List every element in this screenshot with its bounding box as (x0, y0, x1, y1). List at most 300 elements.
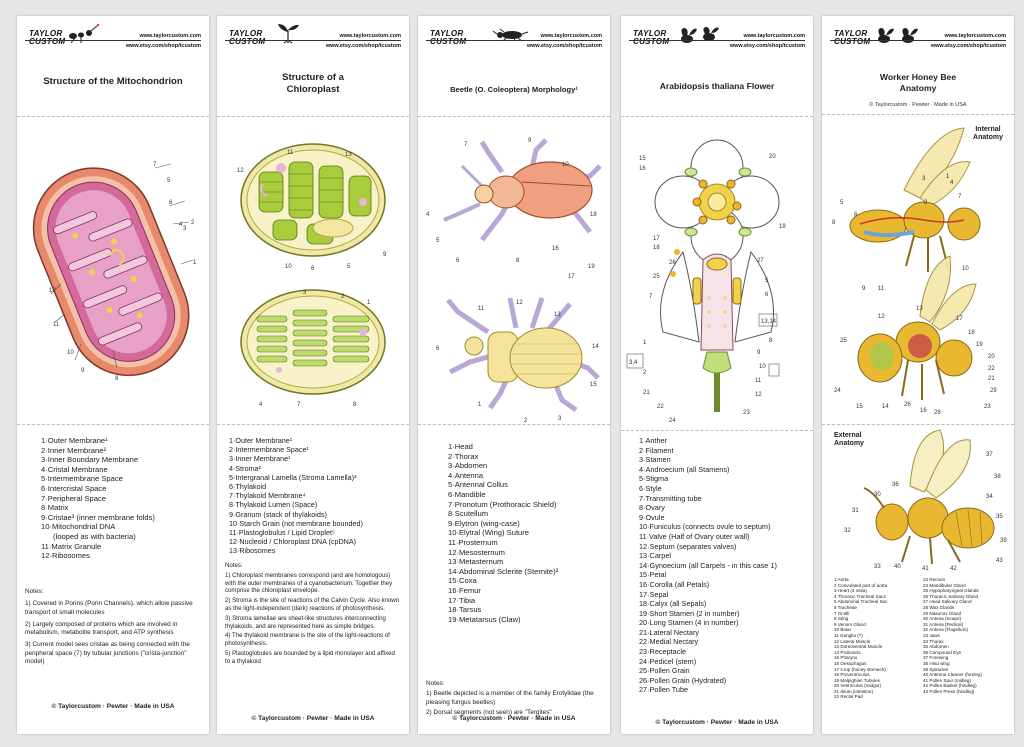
list-item: 10 Brain (834, 627, 852, 633)
label-1: 1 (367, 300, 371, 306)
list-item: 30 Antena (Scape) (923, 616, 962, 622)
list-item: 22·Medial Nectary (639, 637, 699, 647)
mitochondrion-diagram (21, 146, 205, 396)
site-url[interactable]: www.taylorcustom.com (540, 33, 602, 39)
list-item: 17 Crop (honey stomach) (834, 666, 886, 672)
chloroplast-diagram (223, 132, 403, 412)
divider (17, 116, 209, 117)
list-item: 7·Transmitting tube (639, 493, 702, 503)
parts-list (639, 436, 777, 695)
label-8: 8 (516, 258, 520, 264)
list-item: 1·Head (448, 442, 473, 451)
list-item: 10·Starch Grain (not membrane bounded) (229, 518, 363, 528)
list-item: 12·Nucleoid / Chloroplast DNA (cpDNA) (229, 537, 357, 547)
label-25: 25 (840, 338, 847, 344)
list-item: 4·Stroma² (229, 463, 261, 473)
list-item: 8·Matrix (41, 503, 69, 513)
list-item: 39 Spiracles (923, 666, 949, 672)
list-item: 16·Femur (448, 585, 481, 595)
label-22: 22 (988, 366, 995, 372)
card-honey-bee (822, 16, 1014, 734)
label-1: 1 (193, 260, 197, 266)
list-item: 21·Lateral Nectary (639, 627, 700, 637)
label-37: 37 (986, 452, 993, 458)
list-item: 3 Heart (4 ostia) (834, 588, 867, 594)
list-item: 10·Funiculus (connects ovule to septum) (639, 522, 771, 532)
list-item: 6·Intercristal Space (41, 483, 107, 493)
list-item: 5 Abdominal Tracheal Sac (834, 599, 888, 605)
label-9: 9 (862, 286, 866, 292)
card-header (17, 16, 209, 64)
list-item: 14·Abdominal Sclerite (Sternite)² (448, 566, 559, 576)
label-19: 19 (976, 342, 983, 348)
note: 1) Chloroplast membranes correspond (and are homologous) with the outer membranes of a cyanobacterium. Together they comprise the chloroplast envelope. (225, 571, 393, 595)
label-21: 21 (643, 390, 650, 396)
list-item: 17·Sepal (639, 589, 669, 599)
label-10: 10 (562, 162, 569, 168)
label-8: 8 (769, 338, 773, 344)
list-item: 8·Scutellum (448, 509, 489, 519)
label-21: 21 (988, 376, 995, 382)
list-item: 10·Elytral (Wing) Suture (448, 528, 530, 538)
label-5: 5 (167, 178, 171, 184)
notes-heading: Notes: (25, 588, 44, 595)
divider (17, 424, 209, 425)
divider (822, 424, 1014, 425)
list-item: 5·Intergranal Lamella (Stroma Lamella)³ (229, 472, 357, 482)
list-item: 12·Mesosternum (448, 547, 505, 557)
list-item: 18·Calyx (all Sepals) (639, 599, 707, 609)
list-item: 9·Cristae³ (inner membrane folds) (41, 512, 155, 522)
list-item: 29 Nasonov Gland (923, 610, 962, 616)
list-item: 5·Stigma (639, 474, 669, 484)
list-item: 13·Ribosomes (229, 546, 276, 556)
list-item: 8·Thylakoid Lumen (Space) (229, 500, 318, 510)
header-rule (225, 40, 401, 41)
label-7: 7 (297, 402, 301, 408)
list-item: 18 Proventriculus (834, 672, 870, 678)
label-3-4: 3,4 (629, 360, 638, 366)
list-item: 26·Pollen Grain (Hydrated) (639, 675, 727, 685)
note: 2) Stroma is the site of reactions of the Calvin Cycle. Also known as the light-independent (dark) reactions of photosynthesis. (225, 597, 400, 612)
list-item: 23 Rectum (923, 577, 946, 582)
label-1: 1 (478, 402, 482, 408)
note: 3) Current model sees cristae as being connected with the peripheral space (7) by tubular junctions ("crista-junction" model) (25, 641, 190, 666)
divider (418, 116, 610, 117)
list-item: 38 Hind wing (923, 660, 950, 666)
list-item: 19·Metatarsus (Claw) (448, 614, 521, 624)
list-item: 34 Thorax (923, 638, 944, 644)
label-43: 43 (996, 558, 1003, 564)
list-item: 14·Gynoecium (all Carpels - in this case 1) (639, 560, 777, 570)
divider (418, 424, 610, 425)
card-arabidopsis (621, 16, 813, 734)
list-item: 1·Outer Membrane¹ (229, 436, 293, 445)
header-rule (830, 40, 1006, 41)
section-external-label: External Anatomy (834, 432, 864, 447)
shop-url[interactable]: www.etsy.com/shop/tcustom (930, 43, 1006, 49)
label-4: 4 (259, 402, 263, 408)
card-title: Worker Honey Bee Anatomy (879, 72, 957, 93)
flower-diagram (623, 132, 811, 424)
label-4: 4 (179, 222, 183, 228)
label-35: 35 (996, 514, 1003, 520)
label-7: 7 (153, 162, 157, 168)
footer: © Taylorcustom · Pewter · Made in USA (251, 715, 375, 722)
brand-logo: TAYLOR CUSTOM (430, 29, 467, 46)
list-item: 6 Tracheae (834, 604, 857, 610)
brand-logo: TAYLOR CUSTOM (834, 29, 871, 46)
label-18: 18 (968, 330, 975, 336)
label-7: 7 (464, 142, 468, 148)
label-17: 17 (568, 274, 575, 280)
label-4: 4 (426, 212, 430, 218)
list-item: 40 Antenna Cleaner (foreleg) (923, 672, 982, 678)
card-subtitle: © Taylorcustom · Pewter · Made in USA (869, 102, 967, 108)
list-item: 9·Granum (stack of thylakoids) (229, 509, 327, 519)
label-5: 5 (347, 264, 351, 270)
label-2: 2 (341, 294, 345, 300)
label-23: 23 (984, 404, 991, 410)
list-item: 37 Forewing (923, 655, 949, 661)
site-url[interactable]: www.taylorcustom.com (339, 33, 401, 39)
note: 4) The thylakoid membrane is the site of the light-reactions of photosynthesis. (225, 632, 390, 648)
list-item: 19·Short Stamen (2 in number) (639, 608, 740, 618)
list-item: 6·Thylakoid (229, 482, 267, 492)
label-1: 1 (643, 340, 647, 346)
label-11: 11 (287, 150, 294, 156)
label-16: 16 (639, 166, 646, 172)
list-item: 13 Dorsoventral Muscle (834, 644, 883, 650)
label-2: 2 (924, 200, 928, 206)
label-14: 14 (592, 344, 599, 350)
label-10: 10 (759, 364, 766, 370)
list-item: 24 Mandibular Gland (923, 582, 966, 588)
list-item: 2·Thorax (448, 451, 479, 461)
parts-list-left (834, 577, 887, 700)
list-item: 4 Thoracic Tracheal Sacs (834, 593, 886, 599)
divider (217, 424, 409, 425)
site-url[interactable]: www.taylorcustom.com (944, 33, 1006, 39)
note: 3) Stroma lamellae are sheet-like structures interconnecting thylakoids, and are represented here as simple bridges. (225, 614, 386, 630)
divider (217, 116, 409, 117)
label-1: 1 (946, 174, 950, 180)
list-item: 12·Ribosomes (41, 551, 90, 561)
label-15: 15 (590, 382, 597, 388)
divider (621, 116, 813, 117)
label-15: 15 (639, 156, 646, 162)
note: 5) Plastoglobules are bounded by a lipid monolayer and affixed to a thylakoid (225, 649, 395, 665)
label-3: 3 (922, 176, 926, 182)
section-internal-label: Internal Anatomy (973, 126, 1003, 141)
label-20: 20 (769, 154, 776, 160)
label-33: 33 (874, 564, 881, 570)
divider (621, 430, 813, 431)
label-2: 2 (643, 370, 647, 376)
list-item: 3·Inner Boundary Membrane (41, 455, 139, 465)
label-27: 27 (757, 258, 764, 264)
label-7: 7 (649, 294, 653, 300)
label-6: 6 (456, 258, 460, 264)
note: 1) Beetle depicted is a member of the family Erotylidae (the pleasing fungus beetles) (426, 690, 594, 706)
list-item: 21 Ileum (intestine) (834, 688, 874, 694)
label-13: 13 (345, 152, 352, 158)
card-title: Arabidopsis thaliana Flower (659, 81, 775, 91)
shop-url[interactable]: www.etsy.com/shop/tcustom (526, 43, 602, 49)
label-41: 41 (922, 566, 929, 572)
label-11: 11 (53, 322, 60, 328)
label-13: 13 (916, 306, 923, 312)
list-item: 27·Pollen Tube (639, 685, 689, 695)
list-item: 1·Outer Membrane¹ (41, 436, 108, 445)
label-13: 13 (554, 312, 561, 318)
label-22: 22 (657, 404, 664, 410)
label-26: 26 (669, 260, 676, 266)
header-rule (25, 40, 201, 41)
list-item: 15·Petal (639, 570, 667, 580)
label-40: 40 (894, 564, 901, 570)
notes (25, 588, 201, 670)
list-item: 5·Antennal Collus (448, 480, 508, 490)
label-24: 24 (669, 418, 676, 424)
list-item: 33 Jaws (923, 632, 940, 638)
label-6b: 6 (436, 346, 440, 352)
list-item: 17·Tibia (448, 595, 476, 605)
label-10: 10 (962, 266, 969, 272)
list-item: 1·Anther (639, 436, 667, 445)
label-25: 25 (653, 274, 660, 280)
list-item: 13·Metasternum (448, 557, 504, 567)
list-item: 1 Aorta (834, 577, 849, 582)
shop-url[interactable]: www.etsy.com/shop/tcustom (325, 43, 401, 49)
list-item: 7·Pronotum (Prothoracic Shield) (448, 499, 557, 509)
list-item: 7·Thylakoid Membrane⁴ (229, 491, 306, 501)
label-17: 17 (653, 236, 660, 242)
label-12: 12 (237, 168, 244, 174)
list-item: 6·Mandible (448, 489, 486, 499)
shop-url[interactable]: www.etsy.com/shop/tcustom (125, 43, 201, 49)
label-10: 10 (67, 350, 74, 356)
list-item: 31 Antena (Pedicel) (923, 621, 964, 627)
label-13-14: 13,14 (761, 319, 777, 325)
card-title: Structure of a Chloroplast (282, 72, 344, 95)
list-item: 23·Receptacle (639, 647, 687, 657)
label-24: 24 (834, 388, 841, 394)
shop-url[interactable]: www.etsy.com/shop/tcustom (729, 43, 805, 49)
label-9: 9 (757, 350, 761, 356)
notes-heading: Notes: (225, 562, 243, 569)
list-item: 22 Rectal Pad (834, 694, 863, 700)
list-item: 42 Pollen Basket (hindleg) (923, 683, 977, 689)
label-39: 39 (1000, 538, 1007, 544)
label-19: 19 (779, 224, 786, 230)
list-item: 13·Carpel (639, 551, 672, 561)
card-header (621, 16, 813, 64)
note: 2) Dorsal segments (not seen) are "Tergites" (426, 708, 552, 716)
card-title: Structure of the Mitochondrion (43, 76, 183, 87)
note: 2) Largely composed of proteins which are involved in metabolism, metabolite transport, and ATP synthesis (25, 620, 178, 637)
card-header (217, 16, 409, 64)
label-5: 5 (840, 200, 844, 206)
list-item: 3·Stamen (639, 455, 671, 465)
label-36: 36 (892, 482, 899, 488)
list-item: 3·Inner Membrane¹ (229, 454, 291, 464)
label-30: 30 (874, 492, 881, 498)
brand-logo: TAYLOR CUSTOM (229, 29, 266, 46)
label-11: 11 (878, 286, 885, 292)
label-19: 19 (588, 264, 595, 270)
label-16: 16 (552, 246, 559, 252)
bee-internal-diagram (824, 120, 1012, 424)
label-18: 18 (590, 212, 597, 218)
list-item: 16 Oesophagus (834, 660, 867, 666)
list-item: 35 Abdomen (923, 644, 949, 650)
list-item: 25·Pollen Grain (639, 666, 690, 676)
brand-logo: TAYLOR CUSTOM (29, 29, 66, 46)
bees-icon (872, 26, 920, 48)
label-34: 34 (986, 494, 993, 500)
label-42: 42 (950, 566, 957, 572)
list-item: 7 Ocelli (834, 610, 850, 616)
label-8: 8 (832, 220, 836, 226)
label-12: 12 (755, 392, 762, 398)
list-item: 9·Elytron (wing-case) (448, 518, 520, 528)
bee-external-diagram (830, 426, 1010, 572)
label-14: 14 (882, 404, 889, 410)
list-item: 19 Malpighian Tubules (834, 677, 880, 683)
label-20: 20 (988, 354, 995, 360)
parts-list (229, 436, 363, 556)
label-10: 10 (285, 264, 292, 270)
label-3: 3 (558, 416, 562, 422)
list-item: 24·Pedicel (stem) (639, 656, 697, 666)
list-item: 11 Ganglia (7) (834, 632, 863, 638)
list-item: 11·Prosternum (448, 537, 498, 547)
label-31: 31 (852, 508, 859, 514)
header-rule (426, 40, 602, 41)
label-23: 23 (743, 410, 750, 416)
parts-list (448, 442, 558, 624)
list-item: 15 Pharynx (834, 655, 858, 661)
label-6: 6 (765, 292, 769, 298)
list-item: 8·Ovary (639, 503, 665, 513)
list-item: 4·Androecium (all Stamens) (639, 464, 730, 474)
label-9: 9 (383, 252, 387, 258)
label-12: 12 (516, 300, 523, 306)
label-2: 2 (524, 418, 528, 424)
label-12: 12 (878, 314, 885, 320)
label-9: 9 (81, 368, 85, 374)
list-item: 12 Lateral Muscle (834, 638, 871, 644)
label-26: 26 (904, 402, 911, 408)
parts-list-right (923, 577, 982, 694)
divider (822, 114, 1014, 115)
card-title: Beetle (O. Coleoptera) Morphology¹ (450, 85, 578, 94)
label-7: 7 (958, 194, 962, 200)
list-item: 11·Matrix Granule (41, 541, 102, 551)
card-header (822, 16, 1014, 64)
header-rule (629, 40, 805, 41)
list-item: 5·Intermembrane Space (41, 474, 123, 484)
site-url[interactable]: www.taylorcustom.com (139, 33, 201, 39)
label-29: 29 (990, 388, 997, 394)
card-beetle (418, 16, 610, 734)
label-28: 28 (934, 410, 941, 416)
label-8: 8 (353, 402, 357, 408)
list-item: 10·Mitochondrial DNA (41, 522, 116, 532)
list-item: 15·Coxa (448, 576, 477, 586)
list-item: 2·Intermembrane Space¹ (229, 445, 309, 455)
label-2: 2 (191, 220, 195, 226)
footer: © Taylorcustom · Pewter · Made in USA (51, 703, 175, 710)
label-5: 5 (765, 278, 769, 284)
label-6: 6 (311, 266, 315, 272)
site-url[interactable]: www.taylorcustom.com (743, 33, 805, 39)
list-item: 4·Cristal Membrane (41, 464, 108, 474)
card-mitochondrion (17, 16, 209, 734)
list-item: 3·Abdomen (448, 461, 488, 471)
label-9: 9 (528, 138, 532, 144)
label-17: 17 (956, 316, 963, 322)
card-chloroplast (217, 16, 409, 734)
list-item: 14 Proboscis (834, 649, 861, 655)
label-4: 4 (950, 180, 954, 186)
list-item: 28 Wax Glands (923, 604, 955, 610)
card-header (418, 16, 610, 64)
list-item: 32 Antena (Flagellum) (923, 627, 968, 633)
label-6: 6 (854, 212, 858, 218)
list-item: 26 Thoracic Salivary Gland (923, 593, 979, 599)
label-8: 8 (115, 376, 119, 382)
list-item: 11·Valve (Half of Ovary outer wall) (639, 531, 750, 541)
list-item: 7·Peripheral Space (41, 493, 107, 503)
note: 1) Covered in Porins (Porin Channels), which allow passive transport of small molecules (25, 600, 193, 616)
label-38: 38 (994, 474, 1001, 480)
label-16: 16 (920, 408, 927, 414)
label-3: 3 (183, 226, 187, 232)
list-item: 20·Long Stamen (4 in number) (639, 618, 739, 628)
bees-icon (675, 26, 723, 48)
label-32: 32 (844, 528, 851, 534)
list-item: (looped as with bacteria) (53, 531, 136, 541)
list-item: 2 Convulated part of aorta (834, 582, 888, 588)
footer: © Taylorcustom · Pewter · Made in USA (452, 715, 576, 722)
list-item: 36 Compound Eye (923, 649, 962, 655)
label-11: 11 (478, 306, 485, 312)
list-item: 9 Venom Gland (834, 621, 866, 627)
list-item: 2·Filament (639, 445, 674, 455)
label-3: 3 (303, 290, 307, 296)
list-item: 11·Plastoglobulus / Lipid Droplet⁵ (229, 528, 335, 538)
label-12: 12 (49, 288, 56, 294)
list-item: 27 Head Salivary Gland (923, 599, 972, 605)
label-5: 5 (436, 238, 440, 244)
footer: © Taylorcustom · Pewter · Made in USA (655, 719, 779, 726)
list-item: 41 Pollen Spur (midleg) (923, 677, 972, 683)
list-item: 6·Style (639, 483, 662, 493)
label-6: 6 (169, 200, 173, 206)
list-item: 12·Septum (separates valves) (639, 541, 737, 551)
notes (225, 562, 401, 668)
list-item: 8 Sting (834, 616, 849, 622)
notes-heading: Notes: (426, 680, 445, 687)
label-15: 15 (856, 404, 863, 410)
brand-logo: TAYLOR CUSTOM (633, 29, 670, 46)
list-item: 4·Antenna (448, 470, 484, 480)
list-item: 18·Tarsus (448, 605, 482, 615)
list-item: 16·Corolla (all Petals) (639, 579, 710, 589)
list-item: 2·Inner Membrane² (41, 445, 106, 455)
